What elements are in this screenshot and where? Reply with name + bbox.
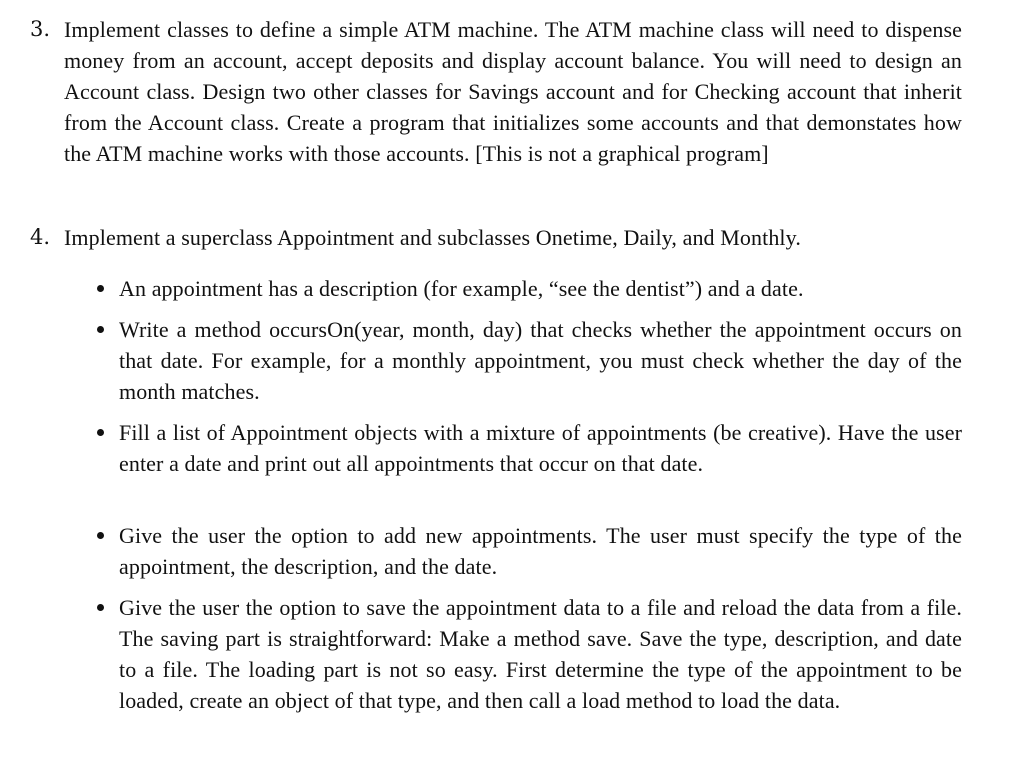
bullet-icon xyxy=(97,326,104,333)
bullet-icon xyxy=(97,604,104,611)
bullet-icon xyxy=(97,429,104,436)
list-item xyxy=(119,273,962,304)
list-item-text: Give the user the option to add new appointments. The user must specify the type of the appointment, the description, and the date. xyxy=(119,523,962,579)
requirements-list xyxy=(64,0,964,767)
exercise-number: 3. xyxy=(30,17,51,41)
list-item-text: An appointment has a description (for example, “see the dentist”) and a date. xyxy=(119,276,804,301)
list-item-text: Fill a list of Appointment objects with a mixture of appointments (be creative). Have the user enter a date and print out all appointments that occur on that date. xyxy=(119,420,962,476)
bullet-icon xyxy=(97,285,104,292)
list-item xyxy=(119,314,962,407)
list-item xyxy=(119,592,962,716)
list-item-text: Give the user the option to save the appointment data to a file and reload the data from a file. The saving part is straightforward: Make a method save. Save the type, description, and date to a file. The loading part is not so easy. First determine the type of the appointment to be loaded, create an object of that type, and then call a load method to load the data. xyxy=(119,595,962,713)
bullet-icon xyxy=(97,532,104,539)
exercise-text: Implement a superclass Appointment and subclasses Onetime, Daily, and Monthly. xyxy=(64,225,801,250)
list-item-text: Write a method occursOn(year, month, day) that checks whether the appointment occurs on that date. For example, for a monthly appointment, you must check whether the day of the month matches. xyxy=(119,317,962,404)
list-item xyxy=(119,417,962,479)
list-item xyxy=(119,520,962,582)
exercise-number: 4. xyxy=(30,225,51,249)
exercise-text: Implement classes to define a simple ATM machine. The ATM machine class will need to dispense money from an account, accept deposits and display account balance. You will need to design an Account class. Design two other classes for Savings account and for Checking account that inherit from the Account class. Create a program that initializes some accounts and that demonstates how the ATM machine works with those accounts. [This is not a graphical program] xyxy=(64,17,962,166)
